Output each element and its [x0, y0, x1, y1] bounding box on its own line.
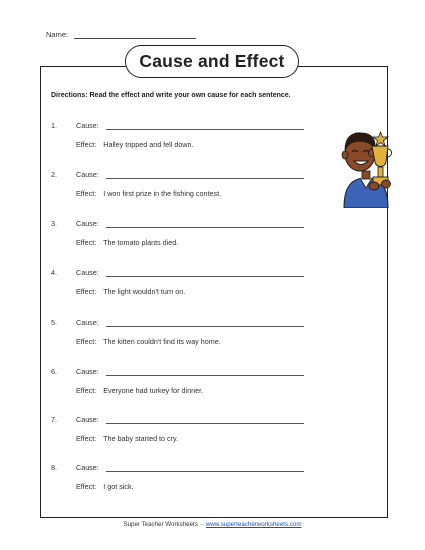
- effect-label: Effect:: [76, 434, 97, 443]
- cause-label: Cause:: [76, 219, 99, 228]
- effect-text: Halley tripped and fell down.: [103, 140, 194, 149]
- item-number: 6.: [51, 367, 57, 376]
- footer: [0, 521, 425, 528]
- effect-text: The tomato plants died.: [103, 238, 179, 247]
- directions-text: Directions: Read the effect and write your own cause for each sentence.: [51, 92, 291, 99]
- footer-separator: -: [200, 521, 203, 528]
- cause-answer-line[interactable]: [106, 121, 304, 130]
- cause-answer-line[interactable]: [106, 268, 304, 277]
- effect-label: Effect:: [76, 337, 97, 346]
- name-field-row: [46, 30, 196, 39]
- title-box: [125, 45, 299, 78]
- cause-answer-line[interactable]: [106, 219, 304, 228]
- list-item: [51, 317, 311, 346]
- list-item: [51, 218, 311, 247]
- cause-answer-line[interactable]: [106, 170, 304, 179]
- effect-label: Effect:: [76, 287, 97, 296]
- cause-label: Cause:: [76, 367, 99, 376]
- item-number: 2.: [51, 170, 57, 179]
- item-number: 8.: [51, 463, 57, 472]
- effect-text: The kitten couldn't find its way home.: [103, 337, 221, 346]
- effect-label: Effect:: [76, 482, 97, 491]
- effect-text: The baby started to cry.: [103, 434, 179, 443]
- item-number: 5.: [51, 318, 57, 327]
- cause-label: Cause:: [76, 463, 99, 472]
- item-number: 7.: [51, 415, 57, 424]
- effect-text: I got sick.: [103, 482, 134, 491]
- cause-label: Cause:: [76, 170, 99, 179]
- effect-label: Effect:: [76, 140, 97, 149]
- effect-text: Everyone had turkey for dinner.: [103, 386, 204, 395]
- name-input-line[interactable]: [74, 30, 196, 39]
- list-item: [51, 267, 311, 296]
- item-number: 4.: [51, 268, 57, 277]
- cause-label: Cause:: [76, 121, 99, 130]
- cause-label: Cause:: [76, 318, 99, 327]
- name-label: Name:: [46, 30, 69, 39]
- effect-label: Effect:: [76, 189, 97, 198]
- item-number: 1.: [51, 121, 57, 130]
- list-item: [51, 169, 311, 198]
- list-item: [51, 366, 311, 395]
- cause-answer-line[interactable]: [106, 463, 304, 472]
- footer-link[interactable]: www.superteacherworksheets.com: [205, 521, 302, 528]
- effect-text: The light wouldn't turn on.: [103, 287, 186, 296]
- page-title: Cause and Effect: [139, 51, 285, 71]
- boy-holding-trophy-icon: [336, 124, 396, 208]
- cause-label: Cause:: [76, 415, 99, 424]
- footer-site-name: Super Teacher Worksheets: [123, 521, 198, 528]
- cause-label: Cause:: [76, 268, 99, 277]
- effect-text: I won first prize in the fishing contest.: [103, 189, 222, 198]
- list-item: [51, 120, 311, 149]
- cause-answer-line[interactable]: [106, 367, 304, 376]
- cause-answer-line[interactable]: [106, 415, 304, 424]
- effect-label: Effect:: [76, 238, 97, 247]
- effect-label: Effect:: [76, 386, 97, 395]
- item-number: 3.: [51, 219, 57, 228]
- cause-answer-line[interactable]: [106, 318, 304, 327]
- list-item: [51, 462, 311, 491]
- list-item: [51, 414, 311, 443]
